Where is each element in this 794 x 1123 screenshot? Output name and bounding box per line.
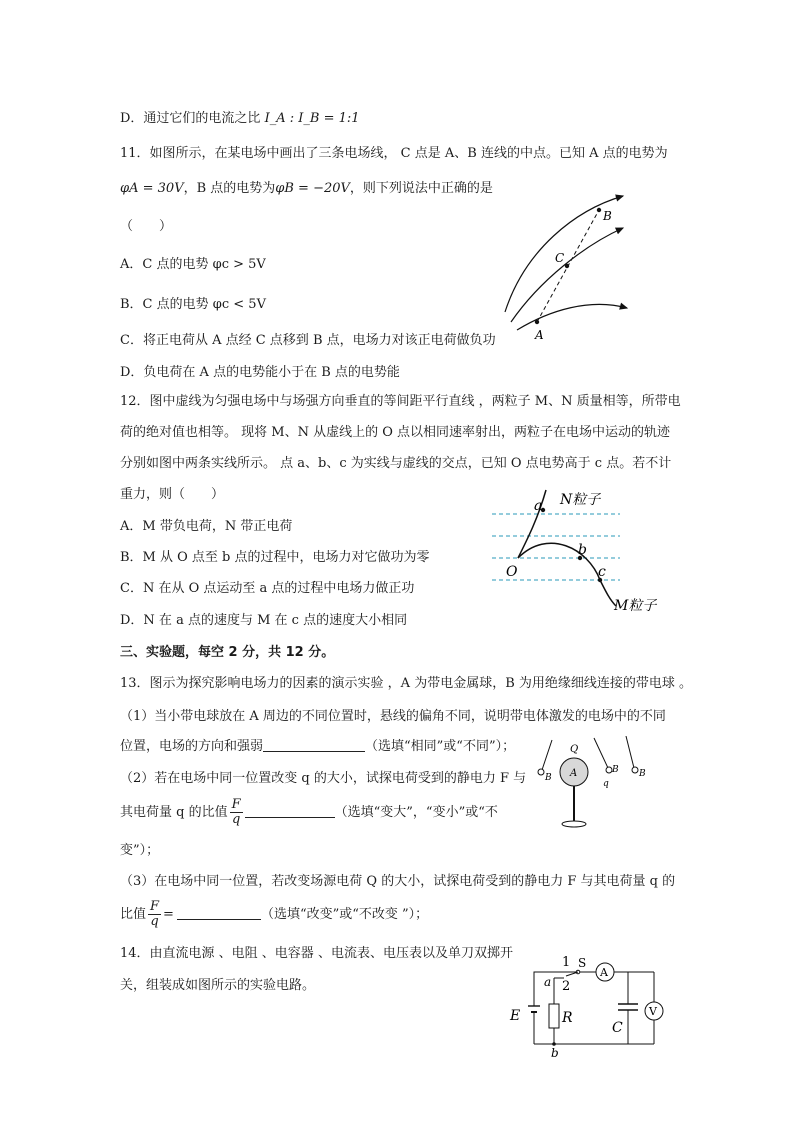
label-b: B <box>603 209 612 223</box>
ball-b-left <box>538 769 544 775</box>
resistor-label: R <box>562 1010 573 1026</box>
svg-text:B: B <box>545 773 552 783</box>
q12-stem-line4: 重力，则（ ） <box>120 487 225 502</box>
q12-trajectory-figure <box>488 488 678 620</box>
q11-option-a: A．C 点的电势 φc > 5V <box>120 257 266 272</box>
q14-stem-line2: 关，组装成如图所示的实验电路。 <box>120 978 316 993</box>
battery-label: E <box>510 1008 521 1024</box>
label-b-small: b <box>578 542 587 558</box>
node-a-label: a <box>544 975 552 989</box>
ammeter-label: A <box>600 966 608 979</box>
q10-current-ratio: I_A : I_B = 1:1 <box>264 111 360 126</box>
q11-phi-b: φB = −20V <box>275 181 350 196</box>
q13-p3-line1: （3）在电场中同一位置，若改变场源电荷 Q 的大小，试探电荷受到的静电力 F 与其电荷量 q 的 <box>120 874 676 889</box>
point-a <box>535 320 539 324</box>
q13-blank-3[interactable] <box>177 906 261 920</box>
q14-circuit-figure <box>504 952 674 1060</box>
q12-option-c: C．N 在从 O 点运动至 a 点的过程中电场力做正功 <box>120 581 415 596</box>
q11-option-b: B．C 点的电势 φc < 5V <box>120 297 266 312</box>
point-b <box>597 208 601 212</box>
svg-text:B: B <box>612 765 619 775</box>
q10-option-d: D．通过它们的电流之比 I_A : I_B = 1:1 <box>120 111 360 126</box>
q12-option-a: A．M 带负电荷，N 带正电荷 <box>120 519 293 534</box>
q11-phi-a: φA = 30V <box>120 181 184 196</box>
q13-blank-2[interactable] <box>245 804 335 818</box>
resistor <box>549 1004 559 1028</box>
q13-apparatus-figure <box>534 736 654 840</box>
capacitor-label: C <box>612 1020 623 1036</box>
q13-p1-line1: （1）当小带电球放在 A 周边的不同位置时，悬线的偏角不同，说明带电体激发的电场中的不同 <box>120 709 666 724</box>
node-b-label: b <box>551 1046 559 1060</box>
q12-stem-line3: 分别如图中两条实线所示。 点 a、b、c 为实线与虚线的交点，已知 O 点电势高于 c 点。若不计 <box>120 456 672 471</box>
label-a: A <box>535 328 544 342</box>
q12-stem-line1: 12．图中虚线为匀强电场中与场强方向垂直的等间距平行直线 ，两粒子 M、N 质量相等，所带电 <box>120 394 681 409</box>
field-line-middle <box>511 228 623 322</box>
q13-p2-line2: 其电荷量 q 的比值 $\frac{F}{q}$ （选填“变大”，“变小”或“不 <box>120 797 498 827</box>
point-c <box>565 264 569 268</box>
q11-option-c: C．将正电荷从 A 点经 C 点移到 B 点，电场力对该正电荷做负功 <box>120 333 496 348</box>
terminal-2-label: 2 <box>562 979 571 994</box>
field-line-bottom <box>517 304 627 330</box>
q12-option-b: B．M 从 O 点至 b 点的过程中，电场力对它做功为零 <box>120 550 430 565</box>
q11-stem-line1: 11．如图所示，在某电场中画出了三条电场线， C 点是 A、B 连线的中点。已知 A 点的电势为 <box>120 146 668 161</box>
switch-blade <box>566 972 578 976</box>
q13-p2-line3: 变”）； <box>120 843 160 858</box>
label-sphere-a: A <box>570 768 578 779</box>
q13-ratio-fraction-2: $\frac{F}{q}$ <box>150 899 160 929</box>
terminal-1-label: 1 <box>562 955 571 970</box>
q12-stem-line2: 荷的绝对值也相等。 现将 M、N 从虚线上的 O 点以相同速率射出，两粒子在电场中运动的轨迹 <box>120 425 671 440</box>
voltmeter-label: V <box>649 1005 657 1018</box>
q12-option-d: D．N 在 a 点的速度与 M 在 c 点的速度大小相同 <box>120 613 408 628</box>
q11-stem-line2: φA = 30V，B 点的电势为φB = −20V，则下列说法中正确的是 <box>120 181 493 196</box>
label-a-small: a <box>534 498 543 514</box>
q13-ratio-fraction: $\frac{F}{q}$ <box>231 797 241 827</box>
svg-text:B: B <box>639 769 646 779</box>
q13-intro: 13．图示为探究影响电场力的因素的演示实验 ，A 为带电金属球，B 为用绝缘细线连接的带电球 。 <box>120 676 693 691</box>
label-n-particle: N粒子 <box>560 492 601 508</box>
section-3-heading: 三、实验题，每空 2 分，共 12 分。 <box>120 645 335 660</box>
q11-field-lines-figure <box>495 190 645 345</box>
label-m-particle: M粒子 <box>614 598 657 614</box>
q11-option-d: D．负电荷在 A 点的电势能小于在 B 点的电势能 <box>120 365 400 380</box>
q13-p3-line2: 比值 $\frac{F}{q}$ = （选填“改变”或“不改变 ”）； <box>120 899 429 929</box>
q11-answer-paren: （ ） <box>120 219 173 234</box>
label-c: C <box>555 251 565 265</box>
q13-blank-1[interactable] <box>263 738 365 752</box>
switch-label: S <box>578 956 587 970</box>
label-c-small: c <box>598 564 606 580</box>
label-o: O <box>506 564 518 580</box>
q13-p1-line2: 位置，电场的方向和强弱 （选填“相同”或“不同”）； <box>120 739 516 754</box>
label-q-small: q <box>603 779 609 789</box>
ball-b-right <box>632 767 638 773</box>
q13-p2-line1: （2）若在电场中同一位置改变 q 的大小，试探电荷受到的静电力 F 与 <box>120 771 527 786</box>
q14-stem-line1: 14．由直流电源 、电阻 、电容器 、电流表、电压表以及单刀双掷开 <box>120 946 513 961</box>
label-q-big: Q <box>570 744 579 755</box>
